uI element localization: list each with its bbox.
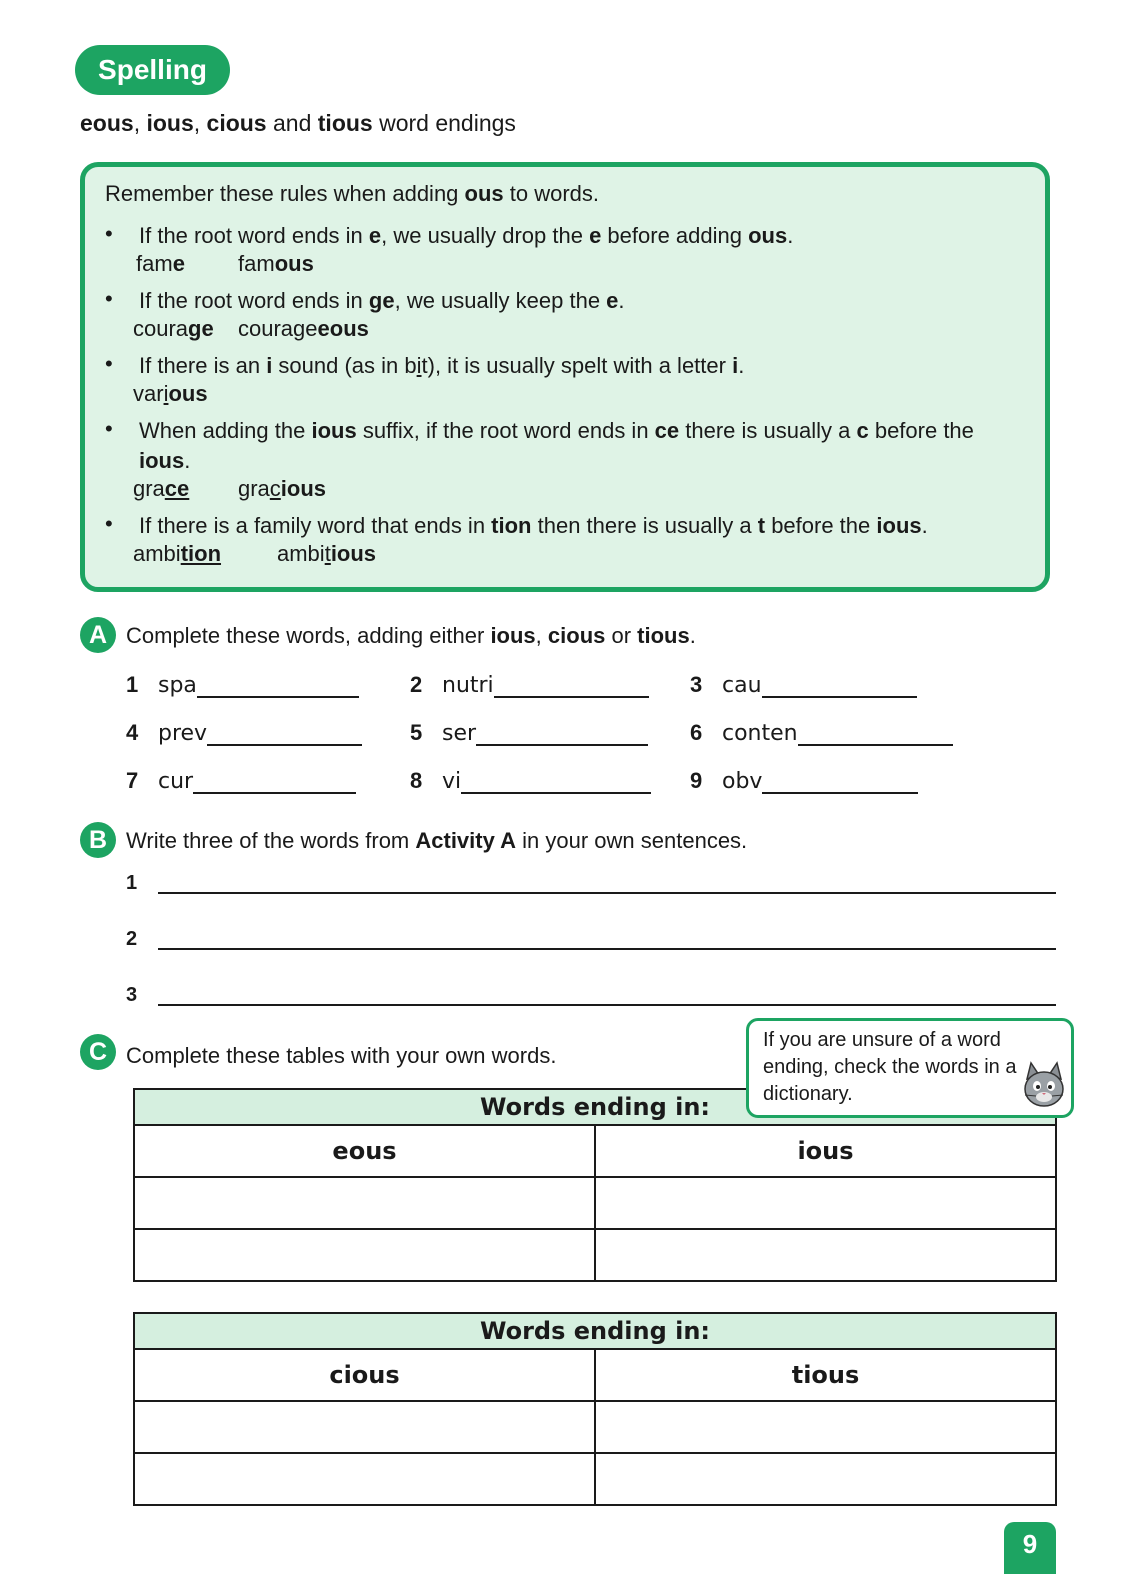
rule-4-example-1: grace xyxy=(133,476,190,501)
rule-3-example: various xyxy=(133,381,208,406)
tip-text: If you are unsure of a word ending, check the words in a dictionary. xyxy=(763,1029,1017,1105)
answer-blank[interactable] xyxy=(762,770,918,794)
rules-box: Remember these rules when adding ous to words. • If the root word ends in e, we usually drop the e before adding ous. fame famous • If the root word ends in ge, we usually keep the e. courage courageeous • If there is an i sound (as in bit), it is usually spelt with a letter i. various • When adding the ious suffix, if the root word ends in ce there is usually a c before the ious. grace gracious • If there is a family word that ends in tion then there is usually a t before the ious. ambition ambitious xyxy=(80,162,1050,592)
activity-a-item-8: 8 vi xyxy=(410,768,651,794)
activity-a-item-3: 3 cau xyxy=(690,672,917,698)
activity-c-instruction: Complete these tables with your own words. xyxy=(126,1043,557,1068)
column-header: eous xyxy=(134,1125,595,1177)
rule-1-example-1: fame xyxy=(136,251,185,276)
rule-4-example-2: gracious xyxy=(238,476,327,501)
answer-blank[interactable] xyxy=(197,674,359,698)
column-header: tious xyxy=(595,1349,1056,1401)
tip-box xyxy=(746,1018,1074,1118)
rule-5-example-2: ambitious xyxy=(277,541,377,566)
sentence-line[interactable] xyxy=(158,1003,1056,1006)
activity-a-item-7: 7 cur xyxy=(126,768,356,794)
activity-b-instruction: Write three of the words from Activity A in your own sentences. xyxy=(126,828,748,853)
section-label: Spelling xyxy=(75,45,230,95)
table-cell[interactable] xyxy=(595,1401,1056,1453)
sentence-line[interactable] xyxy=(158,891,1056,894)
table-cious-tious xyxy=(133,1312,1057,1506)
answer-blank[interactable] xyxy=(193,770,356,794)
activity-a-item-1: 1 spa xyxy=(126,672,359,698)
table-cell[interactable] xyxy=(134,1453,595,1505)
page-number: 9 xyxy=(1004,1522,1056,1574)
activity-a-badge: A xyxy=(80,617,116,653)
table-header: Words ending in: xyxy=(134,1313,1056,1349)
sentence-line-number: 1 xyxy=(126,872,138,894)
rule-1-example-2: famous xyxy=(238,251,314,276)
table-cell[interactable] xyxy=(134,1229,595,1281)
activity-a-item-6: 6 conten xyxy=(690,720,953,746)
answer-blank[interactable] xyxy=(461,770,651,794)
activity-a-item-2: 2 nutri xyxy=(410,672,649,698)
activity-a-item-4: 4 prev xyxy=(126,720,362,746)
activity-a-instruction: Complete these words, adding either ious, cious or tious. xyxy=(126,623,696,648)
sentence-line-number: 2 xyxy=(126,928,138,950)
column-header: ious xyxy=(595,1125,1056,1177)
table-header: Words ending in: xyxy=(134,1089,1056,1125)
answer-blank[interactable] xyxy=(207,722,362,746)
table-cell[interactable] xyxy=(134,1401,595,1453)
table-cell[interactable] xyxy=(595,1229,1056,1281)
cat-icon xyxy=(1017,1059,1071,1113)
table-cell[interactable] xyxy=(595,1177,1056,1229)
rule-2-example-2: courageeous xyxy=(238,316,369,341)
activity-a-item-9: 9 obv xyxy=(690,768,918,794)
activity-a-item-5: 5 ser xyxy=(410,720,648,746)
rules-intro: Remember these rules when adding ous to words. xyxy=(105,181,600,206)
column-header: cious xyxy=(134,1349,595,1401)
table-cell[interactable] xyxy=(595,1453,1056,1505)
answer-blank[interactable] xyxy=(494,674,649,698)
page-subtitle: eous, ious, cious and tious word endings xyxy=(80,110,516,136)
sentence-line[interactable] xyxy=(158,947,1056,950)
answer-blank[interactable] xyxy=(476,722,648,746)
activity-c-badge: C xyxy=(80,1034,116,1070)
rule-5-example-1: ambition xyxy=(133,541,222,566)
table-cell[interactable] xyxy=(134,1177,595,1229)
rule-2-example-1: courage xyxy=(133,316,214,341)
answer-blank[interactable] xyxy=(798,722,953,746)
activity-b-badge: B xyxy=(80,822,116,858)
answer-blank[interactable] xyxy=(762,674,917,698)
sentence-line-number: 3 xyxy=(126,984,138,1006)
